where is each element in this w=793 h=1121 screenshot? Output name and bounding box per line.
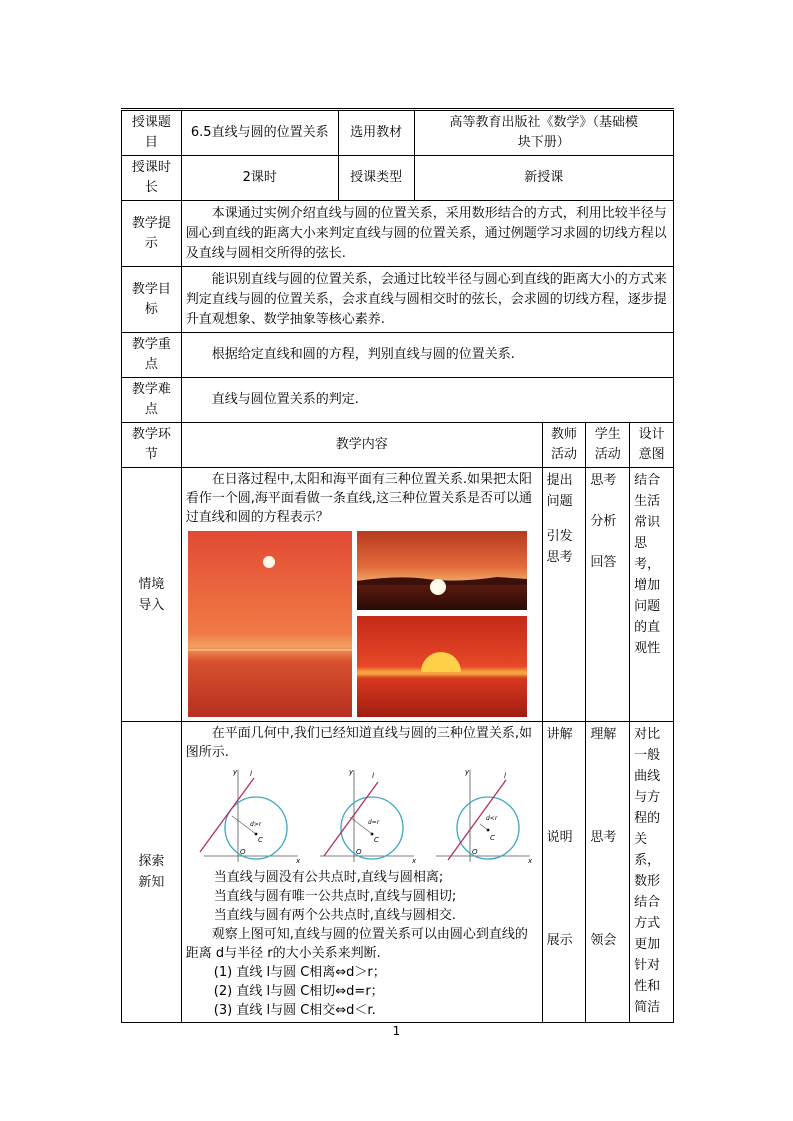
diagram2-d-label: d=r	[367, 819, 380, 826]
goal-text: 能识别直线与圆的位置关系，会通过比较半径与圆心到直线的距离大小的方式来判定直线与圆的位置关系，会求直线与圆相交时的弦长，会求圆的切线方程，逐步提升直观想象、数学抽象等核心素养.	[185, 271, 667, 327]
diagram3-l-label: l	[503, 772, 506, 780]
explore-student	[586, 722, 630, 1023]
intro-intent	[630, 468, 674, 722]
explore-teacher-2: 说明	[546, 830, 573, 845]
diagram3-c-label: C	[489, 834, 495, 842]
diagram1-d-label: d>r	[249, 821, 262, 828]
sunset-photo-2	[357, 531, 527, 610]
explore-stage-text: 探索新知	[138, 854, 165, 890]
row-hint	[122, 201, 674, 267]
diagram3-x-label: x	[527, 857, 532, 864]
relation-line-3: 当直线与圆有两个公共点时,直线与圆相交.	[213, 908, 457, 923]
textbook-value: 高等教育出版社《数学》（基础模块下册）	[414, 111, 673, 156]
key-text: 根据给定直线和圆的方程，判别直线与圆的位置关系.	[211, 347, 515, 362]
intro-text: 在日落过程中,太阳和海平面有三种位置关系.如果把太阳看作一个圆,海平面看做一条直线,这三种位置关系是否可以通过直线和圆的方程表示？	[185, 472, 533, 525]
difficulty-label: 教学难点	[122, 378, 182, 423]
explore-student-1: 理解	[590, 727, 617, 742]
row-difficulty	[122, 378, 674, 423]
col-teacher: 教师活动	[542, 423, 586, 468]
observe-text: 观察上图可知,直线与圆的位置关系可以由圆心到直线的距离 d与半径 r的大小关系来判断.	[185, 927, 528, 961]
row-column-headers	[122, 423, 674, 468]
lesson-plan-table	[121, 110, 674, 1023]
intro-student-1: 思考	[590, 473, 617, 488]
diagram-tangent	[306, 764, 416, 864]
col-stage: 教学环节	[122, 423, 182, 468]
diagram2-l-label: l	[371, 772, 374, 780]
intro-student	[586, 468, 630, 722]
topic-value: 6.5直线与圆的位置关系	[181, 111, 338, 156]
topic-label: 授课题目	[122, 111, 182, 156]
top-rule	[121, 108, 674, 109]
difficulty-text: 直线与圆位置关系的判定.	[211, 392, 359, 407]
intro-content	[181, 468, 542, 722]
intro-teacher-1: 提出问题	[546, 473, 573, 509]
diagram-separate	[190, 764, 300, 864]
diagram-intersect	[422, 764, 532, 864]
row-explore	[122, 722, 674, 1023]
diagram1-c-label: C	[257, 836, 263, 844]
diagram1-origin-label: O	[239, 848, 246, 856]
row-duration	[122, 156, 674, 201]
duration-label: 授课时长	[122, 156, 182, 201]
row-topic	[122, 111, 674, 156]
criteria-3: (3) 直线 l与圆 C相交⇔d＜r.	[213, 1003, 376, 1018]
diagram2-origin-label: O	[355, 848, 362, 856]
intro-student-3: 回答	[590, 555, 617, 570]
explore-student-3: 领会	[590, 933, 617, 948]
textbook-label: 选用教材	[338, 111, 414, 156]
key-label: 教学重点	[122, 333, 182, 378]
explore-teacher-1: 讲解	[546, 727, 573, 742]
sunset-photo-1	[188, 531, 352, 717]
relation-line-1: 当直线与圆没有公共点时,直线与圆相离;	[213, 870, 444, 885]
page-number: 1	[392, 1024, 401, 1038]
sunset-photo-3	[357, 616, 527, 717]
intro-intent-text: 结合生活常识思考，增加问题的直观性	[634, 473, 661, 656]
diagram1-x-label: x	[295, 857, 300, 864]
type-value: 新授课	[414, 156, 673, 201]
hint-text-cell	[181, 201, 673, 267]
col-intent: 设计意图	[630, 423, 674, 468]
row-intro	[122, 468, 674, 722]
criteria-2: (2) 直线 l与圆 C相切⇔d=r；	[213, 984, 384, 999]
line-circle-diagrams	[190, 764, 538, 864]
diagram1-l-label: l	[249, 770, 252, 778]
criteria-list	[186, 963, 538, 1020]
criteria-1: (1) 直线 l与圆 C相离⇔d＞r；	[213, 965, 386, 980]
goal-label: 教学目标	[122, 267, 182, 333]
duration-value: 2课时	[181, 156, 338, 201]
explore-intent	[630, 722, 674, 1023]
diagram2-c-label: C	[373, 836, 379, 844]
explore-text: 在平面几何中,我们已经知道直线与圆的三种位置关系,如图所示.	[185, 726, 533, 760]
explore-stage	[122, 722, 182, 1023]
intro-stage-text: 情境导入	[138, 576, 165, 613]
sunset-photos	[186, 531, 526, 719]
explore-teacher	[542, 722, 586, 1023]
diagram1-y-label: y	[232, 768, 237, 776]
explore-content	[181, 722, 542, 1023]
diagram3-origin-label: O	[471, 848, 478, 856]
difficulty-text-cell	[181, 378, 673, 423]
intro-student-2: 分析	[590, 514, 617, 529]
diagram2-y-label: y	[348, 768, 353, 776]
col-content: 教学内容	[181, 423, 542, 468]
diagram3-d-label: d<r	[485, 815, 498, 822]
row-goal	[122, 267, 674, 333]
hint-label: 教学提示	[122, 201, 182, 267]
relation-line-2: 当直线与圆有唯一公共点时,直线与圆相切;	[213, 889, 457, 904]
intro-stage	[122, 468, 182, 722]
key-text-cell	[181, 333, 673, 378]
explore-teacher-3: 展示	[546, 933, 573, 948]
col-student: 学生活动	[586, 423, 630, 468]
type-label: 授课类型	[338, 156, 414, 201]
diagram2-x-label: x	[411, 857, 416, 864]
goal-text-cell	[181, 267, 673, 333]
diagram3-y-label: y	[464, 768, 469, 776]
explore-intent-text: 对比一般曲线与方程的关系，数形结合方式更加针对性和简洁	[634, 727, 661, 1015]
row-key	[122, 333, 674, 378]
relation-list	[186, 868, 538, 925]
intro-teacher	[542, 468, 586, 722]
hint-text: 本课通过实例介绍直线与圆的位置关系，采用数形结合的方式，利用比较半径与圆心到直线的距离大小来判定直线与圆的位置关系，通过例题学习求圆的切线方程以及直线与圆相交所得的弦长.	[185, 205, 667, 261]
explore-student-2: 思考	[590, 830, 617, 845]
intro-teacher-2: 引发思考	[546, 529, 573, 565]
